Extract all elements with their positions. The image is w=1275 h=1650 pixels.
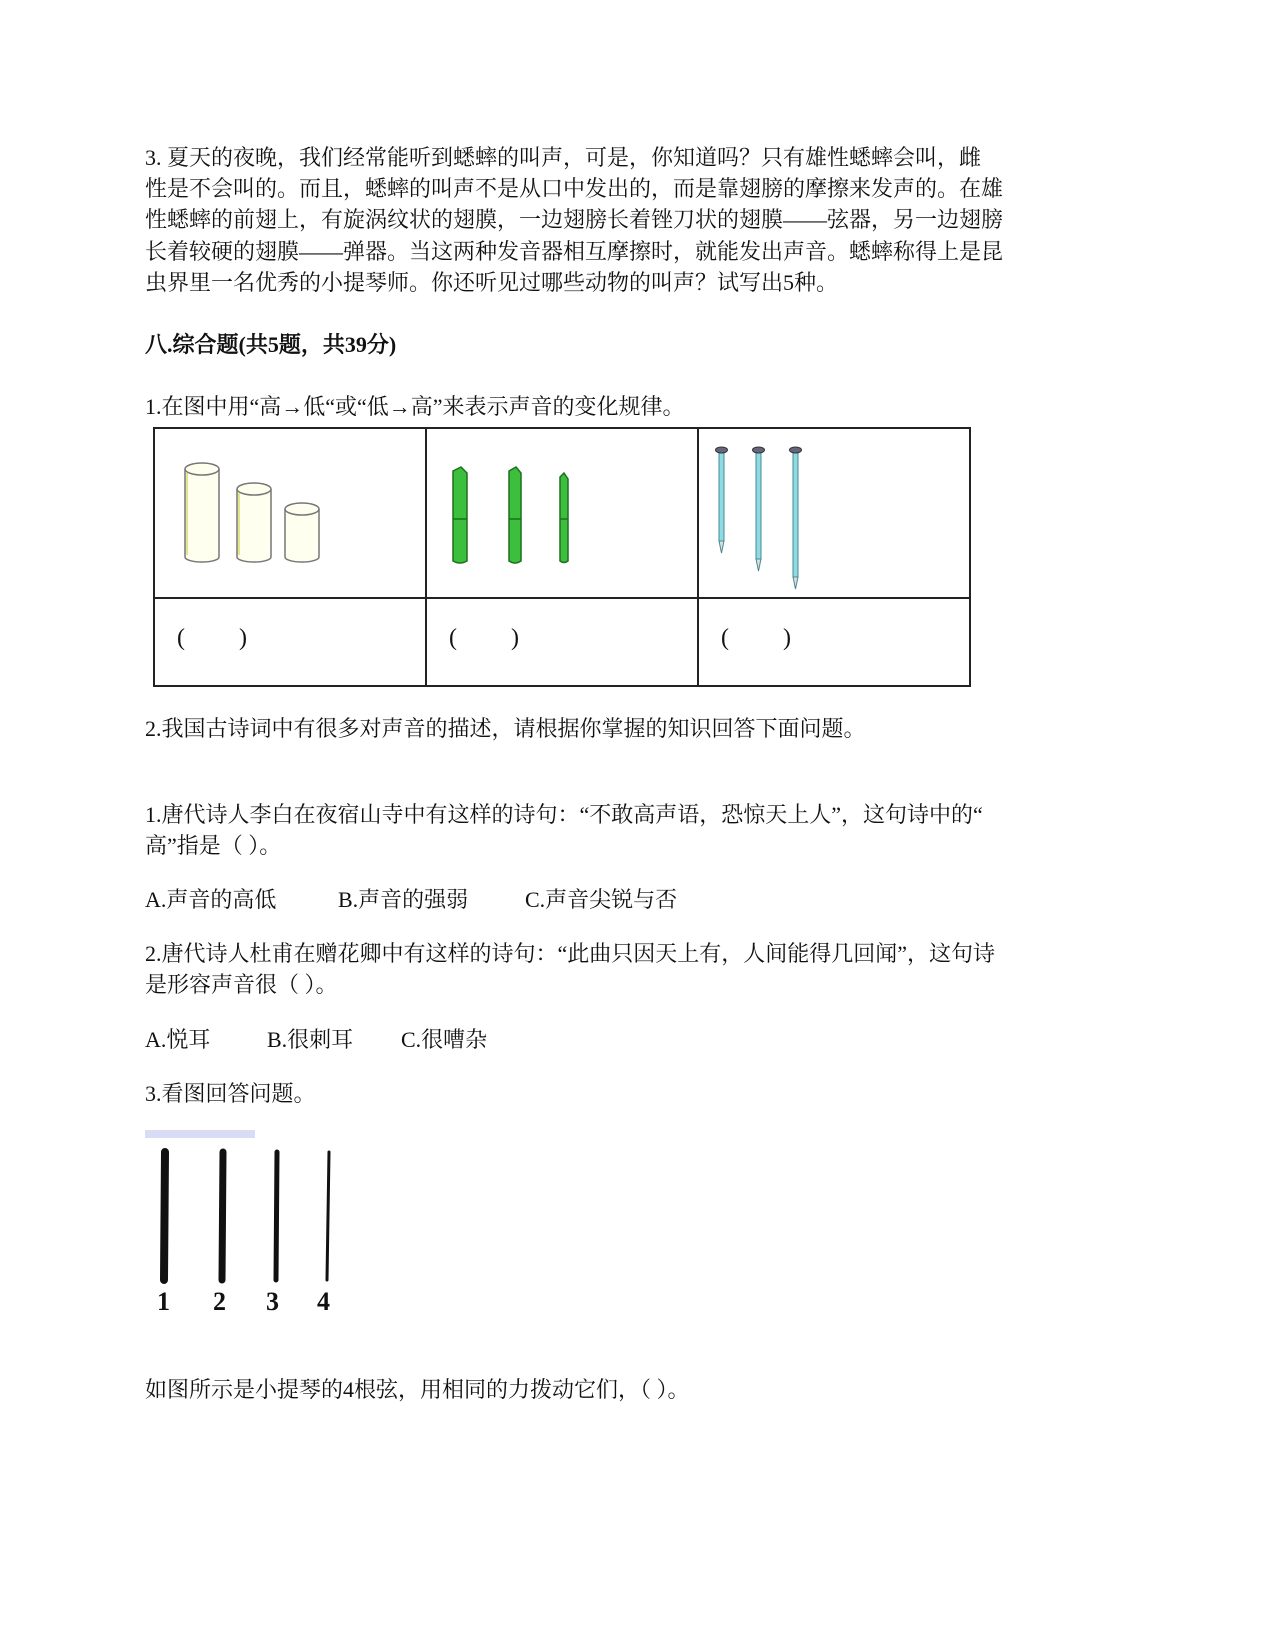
nails-cell — [698, 428, 970, 598]
sub1-option-c[interactable]: C.声音尖锐与否 — [525, 887, 678, 912]
passage-line: 3. 夏天的夜晚，我们经常能听到蟋蟀的叫声，可是，你知道吗？只有雄性蟋蟀会叫，雌 — [145, 145, 982, 170]
cylinders-image — [155, 429, 425, 597]
string-label: 3 — [266, 1287, 279, 1316]
sub2-option-a[interactable]: A.悦耳 — [145, 1027, 211, 1052]
question-2-text: 2.我国古诗词中有很多对声音的描述，请根据你掌握的知识回答下面问题。 — [145, 716, 866, 741]
violin-strings-figure — [145, 1130, 345, 1320]
sub1-line: 高”指是（ ）。 — [145, 833, 282, 858]
question-1-table — [153, 427, 971, 687]
sub1-option-a[interactable]: A.声音的高低 — [145, 887, 277, 912]
cylinders-cell — [154, 428, 426, 598]
nails-image — [699, 429, 969, 597]
paren-open: ( — [721, 625, 729, 651]
string-2 — [222, 1152, 223, 1280]
answer-blank-1[interactable] — [154, 598, 426, 686]
bamboo-tubes-image — [427, 429, 697, 597]
paren-open: ( — [449, 625, 457, 651]
passage-line: 虫界里一名优秀的小提琴师。你还听见过哪些动物的叫声？试写出5种。 — [145, 270, 839, 295]
answer-blank-2[interactable] — [426, 598, 698, 686]
string-label: 2 — [213, 1287, 226, 1316]
string-4 — [327, 1152, 329, 1280]
paren-close: ) — [239, 625, 247, 651]
paren-close: ) — [511, 625, 519, 651]
sub2-line: 2.唐代诗人杜甫在赠花卿中有这样的诗句：“此曲只因天上有，人间能得几回闻”，这句诗 — [145, 941, 996, 966]
string-label: 1 — [157, 1287, 170, 1316]
passage-line: 长着较硬的翅膜——弹器。当这两种发音器相互摩擦时，就能发出声音。蟋蟀称得上是昆 — [145, 239, 1004, 264]
paren-open: ( — [177, 625, 185, 651]
question-1-text: 1.在图中用“高→低“或“低→高”来表示声音的变化规律。 — [145, 394, 685, 419]
passage-line: 性蟋蟀的前翅上，有旋涡纹状的翅膜，一边翅膀长着锉刀状的翅膜——弦器，另一边翅膀 — [145, 207, 1004, 232]
sub1-line: 1.唐代诗人李白在夜宿山寺中有这样的诗句：“不敢高声语，恐惊天上人”，这句诗中的“ — [145, 802, 983, 827]
watermark-strip — [145, 1130, 255, 1138]
sub3-text: 3.看图回答问题。 — [145, 1081, 316, 1106]
sub1-option-b[interactable]: B.声音的强弱 — [338, 887, 469, 912]
paren-close: ) — [783, 625, 791, 651]
bamboo-cell — [426, 428, 698, 598]
string-1 — [164, 1152, 165, 1280]
string-label: 4 — [317, 1287, 330, 1316]
passage-line: 性是不会叫的。而且，蟋蟀的叫声不是从口中发出的，而是靠翅膀的摩擦来发声的。在雄 — [145, 176, 1004, 201]
string-3 — [276, 1152, 277, 1280]
sub2-option-b[interactable]: B.很刺耳 — [267, 1027, 354, 1052]
sub3-question: 如图所示是小提琴的4根弦，用相同的力拨动它们，（ ）。 — [145, 1377, 690, 1402]
answer-blank-3[interactable] — [698, 598, 970, 686]
sub2-line: 是形容声音很（ ）。 — [145, 972, 338, 997]
sub2-option-c[interactable]: C.很嘈杂 — [401, 1027, 488, 1052]
section-heading: 八.综合题(共5题，共39分) — [145, 332, 397, 357]
